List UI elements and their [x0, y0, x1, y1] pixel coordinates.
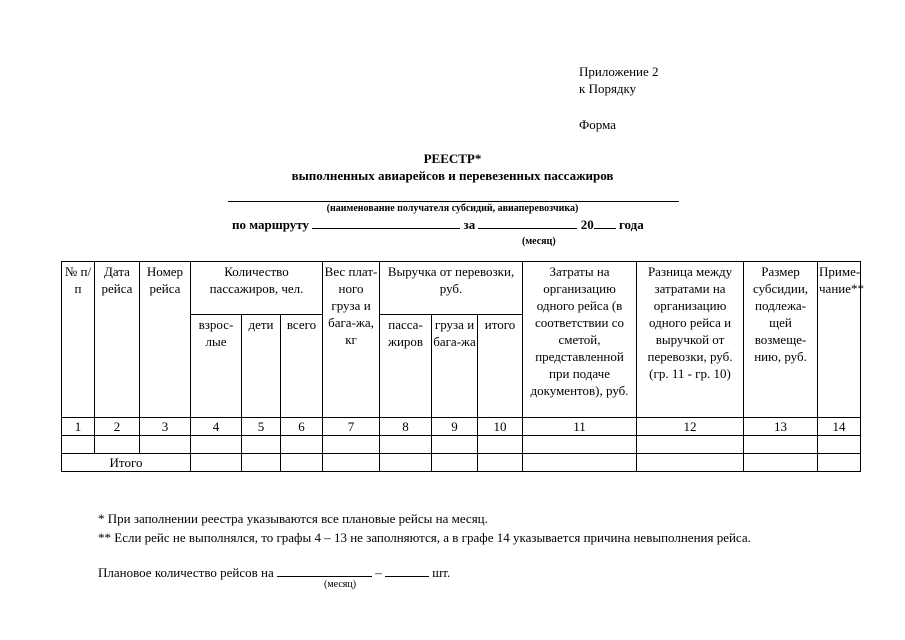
recipient-blank-line [228, 201, 679, 202]
plan-month-blank [277, 564, 372, 577]
table-cell [281, 454, 323, 472]
table-cell [62, 436, 95, 454]
plan-prefix: Плановое количество рейсов на [98, 565, 274, 580]
header-cargo-weight: Вес плат-ного груза и бага-жа, кг [323, 262, 380, 418]
table-cell [380, 436, 432, 454]
total-row [62, 454, 861, 472]
table-cell [744, 454, 818, 472]
registry-table [61, 261, 865, 472]
appendix-line-1: Приложение 2 [579, 64, 659, 79]
column-number: 1 [62, 418, 95, 436]
planned-flights-line [98, 564, 450, 581]
column-number: 11 [523, 418, 637, 436]
column-number: 10 [478, 418, 523, 436]
header-row-1 [62, 262, 861, 315]
table-cell [95, 436, 140, 454]
column-number: 14 [818, 418, 861, 436]
header-rev-total: итого [478, 315, 523, 418]
appendix-reference [579, 63, 659, 97]
table-cell [637, 454, 744, 472]
plan-month-caption: (месяц) [324, 579, 357, 590]
table-cell [523, 454, 637, 472]
footnote-1: * При заполнении реестра указываются все плановые рейсы на месяц. [98, 511, 488, 526]
table-cell [380, 454, 432, 472]
table-cell [140, 436, 191, 454]
table-cell [432, 436, 478, 454]
header-flight-number: Номер рейса [140, 262, 191, 418]
total-label: Итого [62, 454, 191, 472]
header-number: № п/п [62, 262, 95, 418]
table-cell [191, 454, 242, 472]
title-line-2: выполненных авиарейсов и перевезенных пассажиров [291, 168, 614, 183]
column-number: 5 [242, 418, 281, 436]
table-cell [323, 436, 380, 454]
year-blank [594, 216, 616, 229]
footnotes [61, 509, 851, 547]
header-rev-passengers: пасса-жиров [380, 315, 432, 418]
table-cell [323, 454, 380, 472]
column-number: 13 [744, 418, 818, 436]
table-cell [191, 436, 242, 454]
header-note: Приме-чание** [818, 262, 861, 418]
month-caption: (месяц) [522, 236, 556, 247]
table-cell [432, 454, 478, 472]
route-blank [312, 216, 460, 229]
column-numbers-row [62, 418, 861, 436]
column-number: 2 [95, 418, 140, 436]
table-cell [478, 436, 523, 454]
table-cell [523, 436, 637, 454]
table-cell [281, 436, 323, 454]
route-line [232, 216, 644, 233]
header-subsidy: Размер субсидии, подлежа-щей возмеще-нию, руб. [744, 262, 818, 418]
column-number: 6 [281, 418, 323, 436]
year-prefix: 20 [580, 217, 594, 232]
header-adults: взрос-лые [191, 315, 242, 418]
route-for: за [463, 217, 476, 232]
year-suffix: года [618, 217, 644, 232]
plan-unit: шт. [432, 565, 451, 580]
column-number: 4 [191, 418, 242, 436]
table-cell [242, 436, 281, 454]
header-costs: Затраты на организацию одного рейса (в соответствии со сметой, представленной при подаче документов), руб. [523, 262, 637, 418]
column-number: 3 [140, 418, 191, 436]
column-number: 9 [432, 418, 478, 436]
plan-dash: – [375, 565, 382, 580]
month-blank [478, 216, 577, 229]
header-rev-cargo: груза и бага-жа [432, 315, 478, 418]
column-number: 7 [323, 418, 380, 436]
header-revenue-group: Выручка от перевозки, руб. [380, 262, 523, 315]
column-number: 8 [380, 418, 432, 436]
form-label: Форма [579, 117, 616, 132]
table-cell [242, 454, 281, 472]
header-difference: Разница между затратами на организацию одного рейса и выручкой от перевозки, руб. (гр. 11 - гр. 10) [637, 262, 744, 418]
title-line-1: РЕЕСТР* [423, 151, 482, 166]
header-passengers-group: Количество пассажиров, чел. [191, 262, 323, 315]
table-cell [478, 454, 523, 472]
column-number: 12 [637, 418, 744, 436]
header-total-passengers: всего [281, 315, 323, 418]
header-date: Дата рейса [95, 262, 140, 418]
table-cell [744, 436, 818, 454]
table-cell [637, 436, 744, 454]
appendix-line-2: к Порядку [579, 81, 637, 96]
recipient-caption: (наименование получателя субсидий, авиаперевозчика) [326, 203, 579, 214]
document-title [0, 150, 905, 184]
footnote-2: ** Если рейс не выполнялся, то графы 4 – 13 не заполняются, а в графе 14 указывается причина невыполнения рейса. [98, 530, 751, 545]
route-prefix: по маршруту [232, 217, 309, 232]
table-cell [818, 436, 861, 454]
header-children: дети [242, 315, 281, 418]
empty-data-row [62, 436, 861, 454]
table-cell [818, 454, 861, 472]
plan-count-blank [385, 564, 429, 577]
